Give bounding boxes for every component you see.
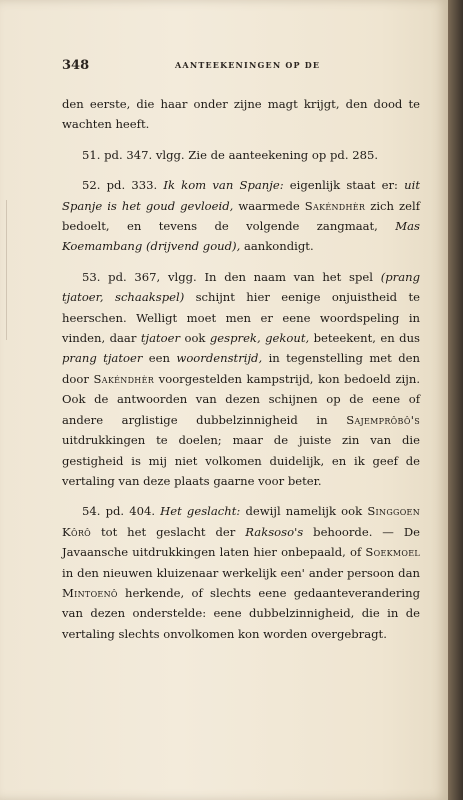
emphasis: Het geslacht:	[160, 504, 241, 519]
name-smallcaps: Sajemprôbô's	[346, 412, 420, 427]
emphasis: Raksoso's	[245, 524, 304, 539]
note-51: 51. pd. 347. vlgg. Zie de aanteekening op pd. 285.	[82, 147, 379, 162]
note-53: 53. pd. 367, vlgg. In den naam van het spel (prang tjatoer, schaakspel) schijnt hier eenige onjuistheid te heerschen. Welligt moet men er eene woordspeling in vinden, daar tjatoer ook gesprek, gekout, beteekent, en dus prang tjatoer een woordenstrijd, in tegenstelling met den door Sakéndhèr voorgestelden kampstrijd, kon bedoeld zijn. Ook de antwoorden van dezen schijnen op de eene of andere arglistige dubbelzinnigheid in Sajemprôbô's uitdrukkingen te doelen; maar de juiste zin van die gestigheid is mij niet volkomen duidelijk, en ik geef de vertaling van deze plaats gaarne voor beter.	[62, 269, 421, 488]
emphasis: (prang tjatoer, schaakspel)	[62, 269, 420, 305]
emphasis: tjatoer	[140, 331, 181, 346]
page-edge	[448, 0, 463, 800]
name-smallcaps: Sakéndhèr	[304, 198, 366, 213]
emphasis: prang tjatoer	[62, 351, 143, 366]
running-head: AANTEEKENINGEN OP DE	[175, 60, 321, 70]
emphasis: uit Spanje is het goud gevloeid,	[62, 178, 420, 213]
name-smallcaps: Mintoenô	[62, 585, 118, 600]
name-smallcaps: Singgoen Kôrô	[62, 504, 420, 539]
note-54: 54. pd. 404. Het geslacht: dewijl namelijk ook Singgoen Kôrô tot het geslacht der Raksoso's behoorde. — De Javaansche uitdrukkingen laten hier onbepaald, of Soekmoel in den nieuwen kluizenaar werkelijk een' ander persoon dan Mintoenô herkende, of slechts eene gedaanteverandering van dezen onderstelde: eene dubbelzinnigheid, die in de vertaling slechts onvolkomen kon worden overgebragt.	[62, 504, 420, 641]
page-crease	[6, 200, 15, 340]
name-smallcaps: Sakéndhèr	[93, 371, 155, 386]
page-number: 348	[62, 58, 90, 73]
emphasis: Mas Koemambang (drijvend goud),	[62, 219, 420, 254]
note-52: 52. pd. 333. Ik kom van Spanje: eigenlijk staat er: uit Spanje is het goud gevloeid, waarmede Sakéndhèr zich zelf bedoelt, en tevens de volgende zangmaat, Mas Koemambang (drijvend goud), aankondigt.	[62, 178, 420, 254]
paragraph-continuation: den eerste, die haar onder zijne magt krijgt, den dood te wachten heeft.	[62, 97, 420, 132]
name-smallcaps: Soekmoel	[365, 545, 420, 560]
page-body	[62, 94, 420, 644]
emphasis: Ik kom van Spanje:	[163, 178, 284, 193]
emphasis: woordenstrijd,	[176, 351, 263, 366]
emphasis: gesprek, gekout,	[209, 331, 310, 346]
